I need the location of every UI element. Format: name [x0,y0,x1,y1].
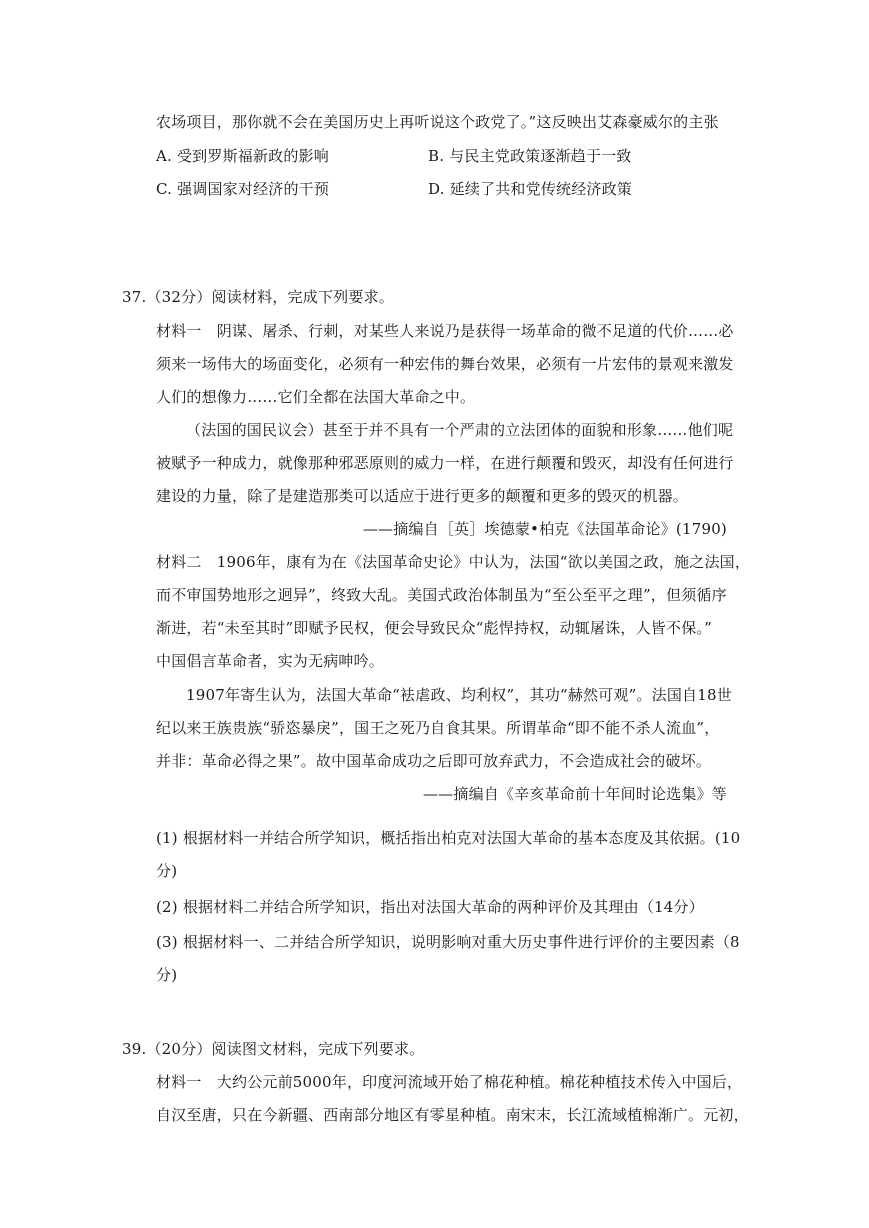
q37-m2-line-6: 纪以来王族贵族“骄恣暴戾”，国王之死乃自食其果。所谓革命“即不能不杀人流血”， [156,719,720,737]
q37-header: 37.（32分）阅读材料，完成下列要求。 [122,288,394,306]
q37-m2-line-5: 1907年寄生认为，法国大革命“袪虐政、均利权”，其功“赫然可观”。法国自18世 [186,686,732,704]
q37-m2-line-7: 并非：革命必得之果”。故中国革命成功之后即可放弃武力，不会造成社会的破坏。 [156,752,712,770]
q37-m2-line-1: 材料二 1906年，康有为在《法国革命史论》中认为，法国“欲以美国之政，施之法国， [156,553,751,571]
q39-m1-line-2: 自汉至唐，只在今新疆、西南部分地区有零星种植。南宋末，长江流域植棉渐广。元初， [156,1106,749,1124]
q37-m1-line-1: 材料一 阴谋、屠杀、行刺，对某些人来说乃是获得一场革命的微不足道的代价……必 [156,322,734,340]
q37-m2-line-3: 渐进，若“未至其时”即赋予民权，便会导致民众“彪悍持权，动辄屠诛，人皆不保。” [156,619,712,637]
q37-subq-3-line-1: (3) 根据材料一、二并结合所学知识，说明影响对重大历史事件进行评价的主要因素（8 [156,933,740,951]
q36-stem-tail: 农场项目，那你就不会在美国历史上再听说这个政党了。”这反映出艾森豪威尔的主张 [156,113,719,131]
q37-m1-line-4: （法国的国民议会）甚至于并不具有一个严肃的立法团体的面貌和形象……他们呢 [186,421,734,439]
q36-option-b: B. 与民主党政策逐渐趋于一致 [428,147,632,165]
q37-m1-line-2: 须来一场伟大的场面变化，必须有一种宏伟的舞台效果，必须有一片宏伟的景观来激发 [156,355,734,373]
q37-subq-1-line-1: (1) 根据材料一并结合所学知识，概括指出柏克对法国大革命的基本态度及其依据。(10 [156,829,741,847]
q37-subq-3-line-2: 分) [156,966,178,984]
q37-m1-line-6: 建设的力量，除了是建造那类可以适应于进行更多的颠覆和更多的毁灭的机器。 [156,487,689,505]
q39-m1-line-1: 材料一 大约公元前5000年，印度河流域开始了棉花种植。棉花种植技术传入中国后， [156,1073,743,1091]
q37-m2-line-4: 中国倡言革命者，实为无病呻吟。 [156,652,385,670]
q37-m1-line-3: 人们的想像力……它们全都在法国大革命之中。 [156,388,476,406]
q39-header: 39.（20分）阅读图文材料，完成下列要求。 [122,1040,425,1058]
q37-subq-2: (2) 根据材料二并结合所学知识，指出对法国大革命的两种评价及其理由（14分） [156,898,704,916]
q37-subq-1-line-2: 分) [156,862,178,880]
q37-m2-source: ——摘编自《辛亥革命前十年间时论选集》等 [422,785,727,803]
q37-m1-line-5: 被赋予一种成力，就像那种邪恶原则的威力一样，在进行颠覆和毁灭，却没有任何进行 [156,454,734,472]
q36-option-d: D. 延续了共和党传统经济政策 [428,180,633,198]
q37-m1-source: ——摘编自［英］埃德蒙•柏克《法国革命论》(1790) [362,520,727,538]
q36-option-a: A. 受到罗斯福新政的影响 [156,147,329,165]
q37-m2-line-2: 而不审国势地形之迥异”，终致大乱。美国式政治体制虽为“至公至平之理”，但须循序 [156,586,727,604]
q36-option-c: C. 强调国家对经济的干预 [156,180,330,198]
